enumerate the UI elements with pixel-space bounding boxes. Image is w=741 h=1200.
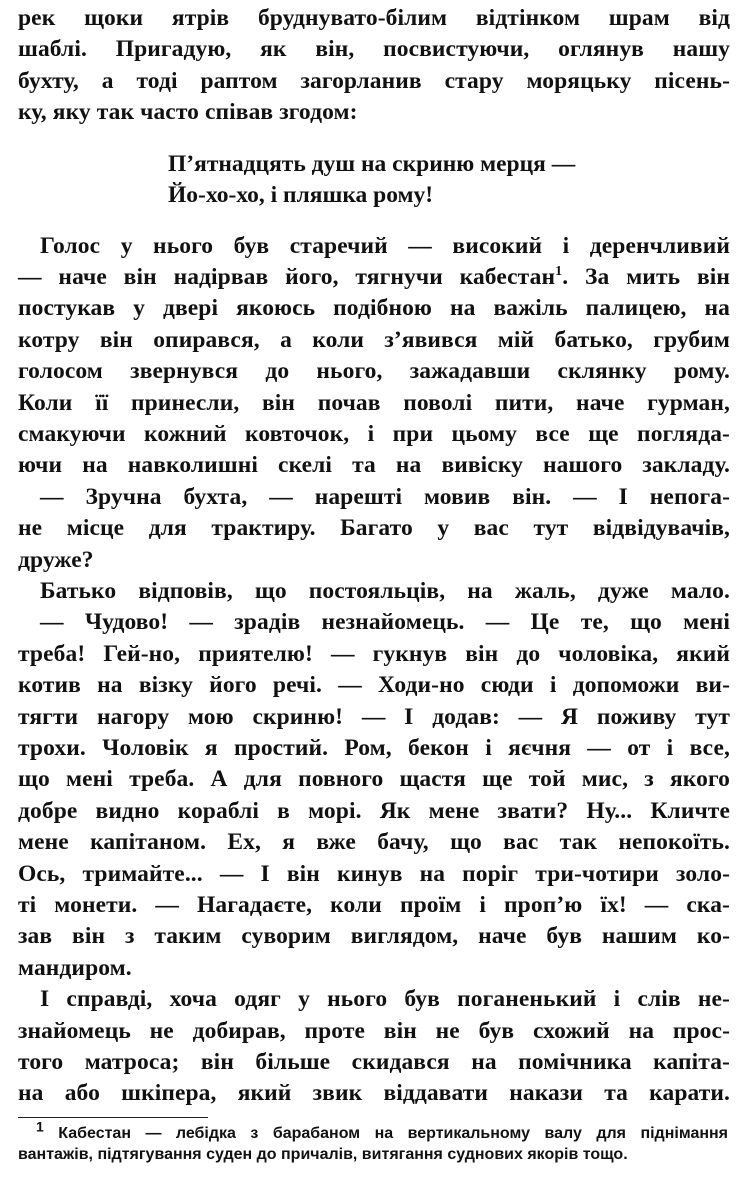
text-line: бухту, а тоді раптом загорланив стару моряцьку пісень-	[18, 67, 730, 94]
footnote-line: Кабестан — лебідка з барабаном на вертикальному валу для піднімання	[43, 1124, 728, 1142]
footnote-divider	[18, 1117, 208, 1118]
text-line: голосом звернувся до нього, зажадавши склянку рому.	[18, 358, 730, 385]
text-line: Батько відповів, що постояльців, на жаль, дуже мало.	[40, 578, 730, 604]
text-line: ючи на навколишні скелі та на вивіску нашого закладу.	[18, 452, 730, 479]
text-line: мандиром.	[18, 954, 132, 981]
text-line: — Чудово! — зрадів незнайомець. — Це те, що мені	[40, 609, 730, 636]
text-line: трохи. Чоловік я простий. Ром, бекон і яєчня — от і все,	[18, 735, 730, 761]
verse-line: Йо-хо-хо, і пляшка рому!	[168, 181, 434, 208]
text-line: Ось, тримайте... — І він кинув на поріг три-чотири золо-	[18, 860, 730, 887]
text-fragment: . За мить він	[562, 264, 731, 290]
text-line: того матроса; він більше скидався на помічника капіта-	[18, 1049, 730, 1075]
text-line: ку, яку так часто співав згодом:	[18, 99, 358, 126]
text-line: знайомець не добирав, проте він не був схожий на прос-	[18, 1017, 730, 1044]
text-line: ті монети. — Нагадаєте, коли проїм і проп’ю їх! — ска-	[18, 892, 730, 918]
text-fragment: — наче він надірвав його, тягнучи кабестан	[18, 264, 556, 290]
text-line: добре видно кораблі в морі. Як мене звати? Ну... Кличте	[18, 797, 730, 824]
text-line: Коли її принесли, він почав поволі пити, наче гурман,	[18, 389, 730, 416]
text-line: — Зручна бухта, — нарешті мовив він. — І непога-	[40, 483, 730, 510]
text-line: рек щоки ятрів бруднувато-білим відтінком шрам від	[18, 5, 730, 31]
text-line: не місце для трактиру. Багато у вас тут відвідувачів,	[18, 515, 730, 542]
text-line: І справді, хоча одяг у нього був поганенький і слів не-	[40, 986, 730, 1013]
verse-line: П’ятнадцять душ на скриню мерця —	[168, 150, 576, 177]
text-line: котив на візку його речі. — Ходи-но сюди і допоможи ви-	[18, 672, 730, 699]
footnote-line: вантажів, підтягування суден до причалів, витягання суднових якорів тощо.	[18, 1145, 628, 1163]
book-page	[18, 0, 730, 1200]
text-line: шаблі. Пригадую, як він, посвистуючи, оглянув нашу	[18, 36, 730, 63]
text-line: зав він з таким суворим виглядом, наче був нашим ко-	[18, 923, 730, 950]
text-line: мене капітаном. Ех, я вже бачу, що вас так непокоїть.	[18, 829, 730, 856]
text-line	[18, 263, 730, 291]
text-line: котру він опирався, а коли з’явився мій батько, грубим	[18, 326, 730, 353]
text-line: смакуючи кожний ковточок, і при цьому все ще погляда-	[18, 421, 730, 447]
text-line: Голос у нього був старечий — високий і деренчливий	[40, 232, 730, 259]
text-line: що мені треба. А для повного щастя ще той мис, з якого	[18, 766, 730, 793]
footnote-text	[36, 1118, 728, 1145]
footnote-marker: 1	[36, 1118, 44, 1135]
text-line: постукав у двері якоюсь подібною на важіль палицею, на	[18, 295, 730, 322]
text-line: на або шкіпера, який звик віддавати накази та карати.	[18, 1080, 730, 1107]
text-line: друже?	[18, 546, 94, 573]
footnote-reference: 1	[555, 264, 563, 280]
text-line: тягти нагору мою скриню! — І додав: — Я поживу тут	[18, 703, 730, 730]
text-line: треба! Гей-но, приятелю! — гукнув він до чоловіка, який	[18, 640, 730, 667]
